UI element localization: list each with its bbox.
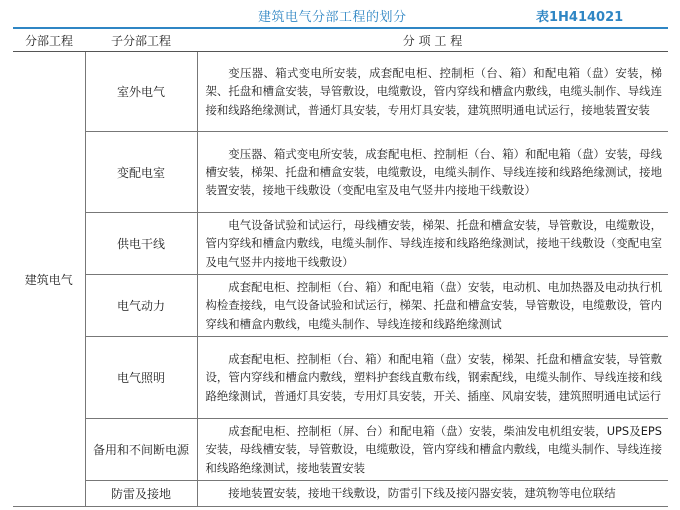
items-cell: 成套配电柜、控制柜（台、箱）和配电箱（盘）安装，电动机、电加热器及电动执行机构检查接线，电气设备试验和试运行，梯架、托盘和槽盒安装，导管敷设，电缆敷设，管内穿线和槽盒内敷线，电缆头制作、导线连接和线路绝缘测试 — [197, 275, 668, 337]
table-number: 表1H414021 — [536, 10, 624, 25]
table-caption — [0, 6, 680, 26]
items-cell: 成套配电柜、控制柜（屏、台）和配电箱（盘）安装，柴油发电机组安装，UPS及EPS安装，母线槽安装，导管敷设，电缆敷设，管内穿线和槽盒内敷线，电缆头制作、导线连接和线路绝缘测试，接地装置安装 — [197, 419, 668, 481]
table-row — [13, 213, 668, 275]
subdivision-cell: 备用和不间断电源 — [85, 419, 197, 481]
items-cell: 变压器、箱式变电所安装，成套配电柜、控制柜（台、箱）和配电箱（盘）安装，梯架、托盘和槽盒安装，导管敷设，电缆敷设，管内穿线和槽盒内敷线，电缆头制作、导线连接和线路绝缘测试，普通灯具安装，专用灯具安装，建筑照明通电试运行，接地装置安装 — [197, 52, 668, 132]
subdivision-cell: 防雷及接地 — [85, 481, 197, 507]
table-row — [13, 481, 668, 507]
table-title: 建筑电气分部工程的划分 — [258, 10, 407, 25]
subdivision-cell: 电气动力 — [85, 275, 197, 337]
table-row — [13, 419, 668, 481]
electrical-division-table — [13, 29, 668, 507]
items-cell: 接地装置安装，接地干线敷设，防雷引下线及接闪器安装，建筑物等电位联结 — [197, 481, 668, 507]
items-cell: 成套配电柜、控制柜（台、箱）和配电箱（盘）安装，梯架、托盘和槽盒安装，导管敷设，管内穿线和槽盒内敷线，塑料护套线直敷布线，钢索配线，电缆头制作、导线连接和线路绝缘测试，普通灯具安装，专用灯具安装，开关、插座、风扇安装，建筑照明通电试运行 — [197, 337, 668, 419]
header-division: 分部工程 — [13, 29, 85, 52]
header-subdivision: 子分部工程 — [85, 29, 197, 52]
table-row — [13, 275, 668, 337]
items-cell: 变压器、箱式变电所安装，成套配电柜、控制柜（台、箱）和配电箱（盘）安装，母线槽安装，梯架、托盘和槽盒安装，电缆敷设，电缆头制作、导线连接和线路绝缘测试，接地装置安装，接地干线敷设（变配电室及电气竖井内接地干线敷设） — [197, 132, 668, 213]
header-row — [13, 29, 668, 52]
division-cell: 建筑电气 — [13, 52, 85, 507]
table-row — [13, 52, 668, 132]
subdivision-cell: 变配电室 — [85, 132, 197, 213]
subdivision-cell: 供电干线 — [85, 213, 197, 275]
items-cell: 电气设备试验和试运行，母线槽安装，梯架、托盘和槽盒安装，导管敷设，电缆敷设，管内穿线和槽盒内敷线，电缆头制作、导线连接和线路绝缘测试，接地干线敷设（变配电室及电气竖井内接地干线敷设） — [197, 213, 668, 275]
table-row — [13, 132, 668, 213]
table-row — [13, 337, 668, 419]
subdivision-cell: 电气照明 — [85, 337, 197, 419]
header-items: 分 项 工 程 — [197, 29, 668, 52]
subdivision-cell: 室外电气 — [85, 52, 197, 132]
